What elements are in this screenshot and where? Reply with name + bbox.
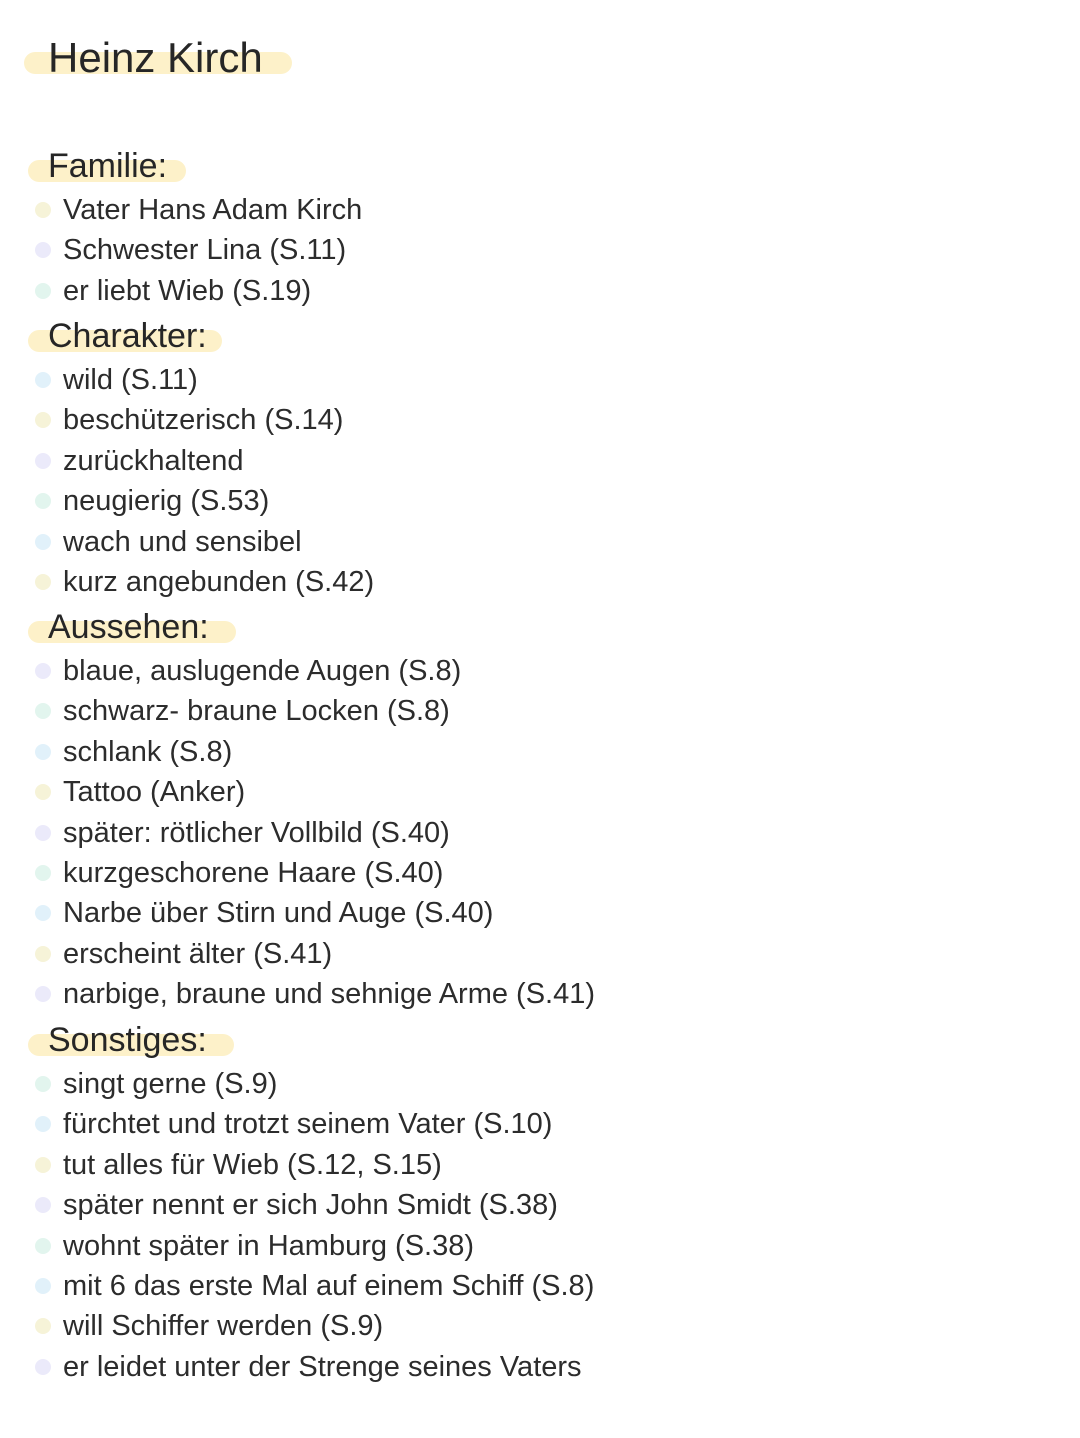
list-item [0, 893, 1080, 933]
bullet-dot [35, 202, 51, 218]
list-item [0, 1306, 1080, 1346]
list-item [0, 562, 1080, 602]
list-item [0, 1064, 1080, 1104]
section-heading: Charakter: [48, 317, 207, 355]
list-item [0, 1226, 1080, 1266]
bullet-dot [35, 1197, 51, 1213]
bullet-dot [35, 574, 51, 590]
bullet-dot [35, 744, 51, 760]
item-text: kurz angebunden (S.42) [63, 565, 375, 598]
list-item [0, 691, 1080, 731]
item-text: singt gerne (S.9) [63, 1068, 278, 1100]
list-item [0, 190, 1080, 230]
item-text: will Schiffer werden (S.9) [63, 1310, 384, 1343]
bullet-dot [35, 825, 51, 841]
list-item [0, 441, 1080, 481]
item-text: neugierig (S.53) [63, 485, 270, 518]
bullet-dot [35, 1116, 51, 1132]
item-text: wild (S.11) [63, 364, 198, 396]
item-text: Vater Hans Adam Kirch [63, 194, 363, 226]
bullet-dot [35, 1238, 51, 1254]
list-item [0, 651, 1080, 691]
bullet-dot [35, 946, 51, 962]
item-text: beschützerisch (S.14) [63, 404, 344, 437]
item-text: mit 6 das erste Mal auf einem Schiff (S.8) [63, 1269, 595, 1302]
item-text: fürchtet und trotzt seinem Vater (S.10) [63, 1108, 553, 1141]
item-text: er liebt Wieb (S.19) [63, 274, 312, 307]
list-item [0, 360, 1080, 400]
bullet-dot [35, 372, 51, 388]
item-text: Schwester Lina (S.11) [63, 234, 347, 267]
list-item [0, 1104, 1080, 1144]
list-item [0, 400, 1080, 440]
title-block [24, 34, 263, 86]
bullet-dot [35, 1157, 51, 1173]
list-item [0, 1185, 1080, 1225]
list-item [0, 813, 1080, 853]
list-item [0, 732, 1080, 772]
list-item [0, 1266, 1080, 1306]
item-list [0, 360, 1080, 602]
list-item [0, 481, 1080, 521]
bullet-dot [35, 784, 51, 800]
bullet-dot [35, 412, 51, 428]
section-heading-block [28, 1020, 1080, 1064]
bullet-dot [35, 1359, 51, 1375]
section-heading: Familie: [48, 147, 168, 185]
bullet-dot [35, 905, 51, 921]
list-item [0, 772, 1080, 812]
bullet-dot [35, 865, 51, 881]
bullet-dot [35, 663, 51, 679]
bullet-dot [35, 1278, 51, 1294]
list-item [0, 934, 1080, 974]
item-text: später: rötlicher Vollbild (S.40) [63, 816, 450, 849]
item-text: tut alles für Wieb (S.12, S.15) [63, 1148, 442, 1181]
bullet-dot [35, 493, 51, 509]
bullet-dot [35, 986, 51, 1002]
item-text: Narbe über Stirn und Auge (S.40) [63, 897, 494, 930]
list-item [0, 1145, 1080, 1185]
item-text: kurzgeschorene Haare (S.40) [63, 856, 444, 889]
bullet-dot [35, 453, 51, 469]
item-text: narbige, braune und sehnige Arme (S.41) [63, 978, 596, 1011]
item-text: später nennt er sich John Smidt (S.38) [63, 1189, 558, 1222]
bullet-dot [35, 242, 51, 258]
section-heading-block [28, 607, 1080, 651]
section-heading: Sonstiges: [48, 1021, 207, 1059]
bullet-dot [35, 703, 51, 719]
list-item [0, 1347, 1080, 1387]
item-list [0, 1064, 1080, 1387]
list-item [0, 230, 1080, 270]
item-text: schlank (S.8) [63, 735, 233, 768]
list-item [0, 853, 1080, 893]
item-text: Tattoo (Anker) [63, 776, 246, 809]
section-charakter [0, 316, 1080, 602]
section-heading-block [28, 316, 1080, 360]
section-heading: Aussehen: [48, 608, 209, 646]
bullet-dot [35, 283, 51, 299]
bullet-dot [35, 534, 51, 550]
page-title: Heinz Kirch [48, 34, 263, 81]
item-list [0, 190, 1080, 311]
item-text: wach und sensibel [63, 525, 302, 558]
item-text: wohnt später in Hamburg (S.38) [63, 1229, 475, 1262]
section-sonstiges [0, 1020, 1080, 1387]
item-text: er leidet unter der Strenge seines Vaters [63, 1350, 582, 1383]
bullet-dot [35, 1076, 51, 1092]
item-text: zurückhaltend [63, 444, 244, 477]
bullet-dot [35, 1318, 51, 1334]
list-item [0, 974, 1080, 1014]
item-list [0, 651, 1080, 1015]
section-familie [0, 146, 1080, 311]
item-text: erscheint älter (S.41) [63, 937, 333, 970]
item-text: schwarz- braune Locken (S.8) [63, 695, 450, 728]
section-heading-block [28, 146, 1080, 190]
section-aussehen [0, 607, 1080, 1015]
list-item [0, 271, 1080, 311]
item-text: blaue, auslugende Augen (S.8) [63, 655, 462, 687]
list-item [0, 522, 1080, 562]
